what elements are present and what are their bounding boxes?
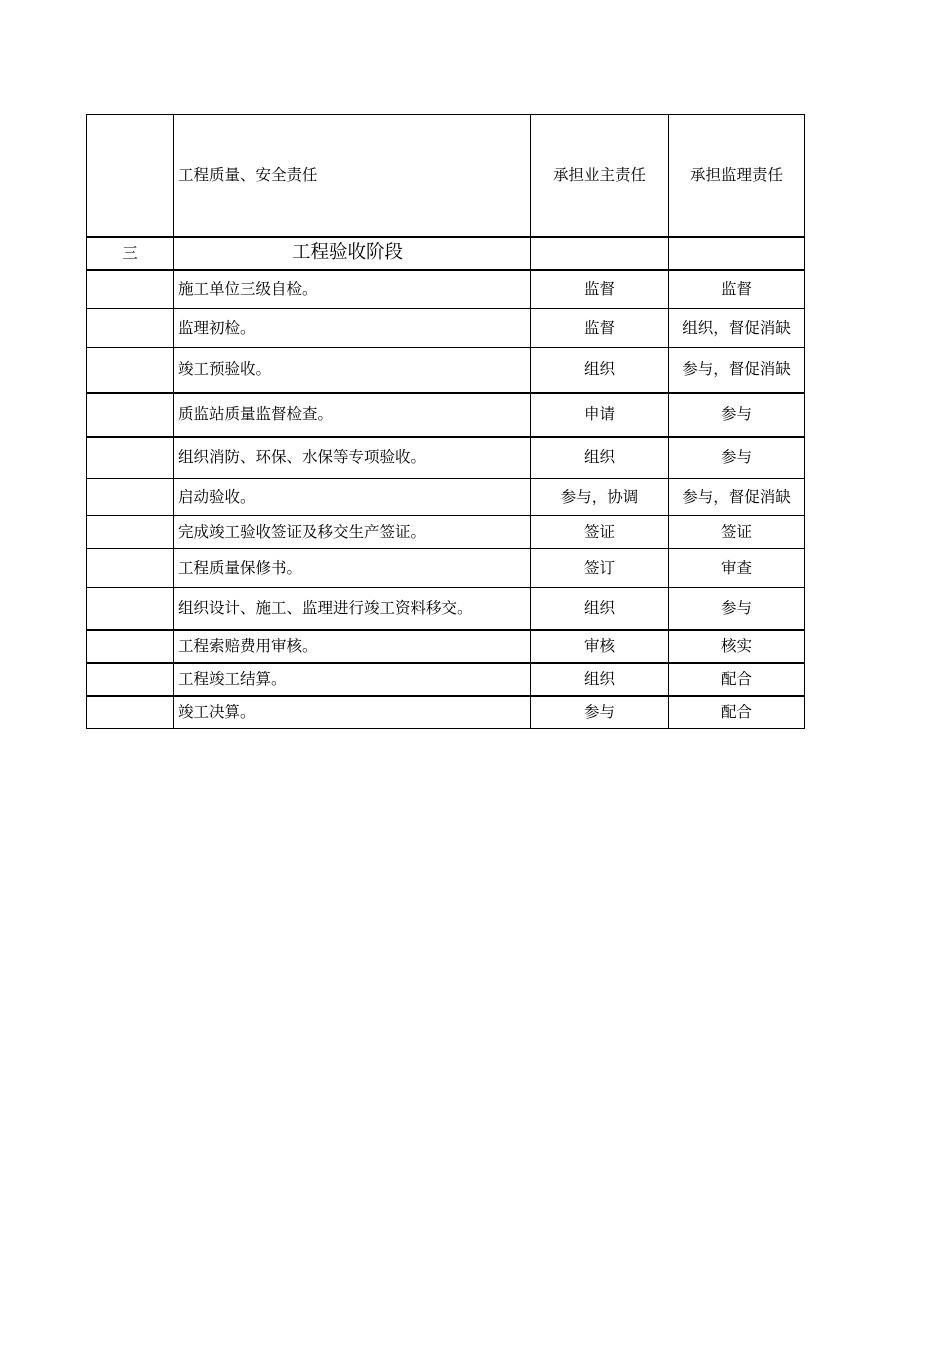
header-supervisor-cell: 承担监理责任 xyxy=(669,115,805,237)
row-number-cell xyxy=(87,696,174,729)
row-item-cell: 工程索赔费用审核。 xyxy=(174,630,531,663)
row-number-cell xyxy=(87,549,174,588)
row-supervisor-cell: 参与 xyxy=(669,393,805,437)
header-row xyxy=(87,115,805,237)
row-number-cell xyxy=(87,479,174,516)
row-owner-cell: 组织 xyxy=(531,437,669,479)
table-row xyxy=(87,270,805,309)
row-supervisor-cell: 参与 xyxy=(669,588,805,630)
row-number-cell xyxy=(87,270,174,309)
row-number-cell xyxy=(87,309,174,348)
row-number-cell xyxy=(87,437,174,479)
row-supervisor-cell: 签证 xyxy=(669,516,805,549)
row-supervisor-cell: 监督 xyxy=(669,270,805,309)
table-row xyxy=(87,663,805,696)
header-owner-cell: 承担业主责任 xyxy=(531,115,669,237)
row-item-cell: 监理初检。 xyxy=(174,309,531,348)
table-row xyxy=(87,437,805,479)
row-owner-cell: 签证 xyxy=(531,516,669,549)
stage-number: 三 xyxy=(87,237,174,270)
row-supervisor-cell: 配合 xyxy=(669,663,805,696)
row-item-cell: 工程质量保修书。 xyxy=(174,549,531,588)
row-owner-cell: 监督 xyxy=(531,270,669,309)
row-supervisor-cell: 参与，督促消缺 xyxy=(669,479,805,516)
header-number-cell xyxy=(87,115,174,237)
table-row xyxy=(87,588,805,630)
row-supervisor-cell: 参与 xyxy=(669,437,805,479)
row-item-cell: 完成竣工验收签证及移交生产签证。 xyxy=(174,516,531,549)
row-owner-cell: 组织 xyxy=(531,588,669,630)
table-row xyxy=(87,516,805,549)
row-item-cell: 组织消防、环保、水保等专项验收。 xyxy=(174,437,531,479)
row-item-cell: 启动验收。 xyxy=(174,479,531,516)
row-owner-cell: 组织 xyxy=(531,348,669,393)
table-row xyxy=(87,630,805,663)
row-number-cell xyxy=(87,588,174,630)
row-owner-cell: 参与，协调 xyxy=(531,479,669,516)
row-owner-cell: 签订 xyxy=(531,549,669,588)
table-row xyxy=(87,549,805,588)
row-item-cell: 施工单位三级自检。 xyxy=(174,270,531,309)
row-owner-cell: 申请 xyxy=(531,393,669,437)
row-item-cell: 竣工预验收。 xyxy=(174,348,531,393)
row-owner-cell: 审核 xyxy=(531,630,669,663)
table-row xyxy=(87,696,805,729)
row-owner-cell: 参与 xyxy=(531,696,669,729)
table-row xyxy=(87,479,805,516)
row-supervisor-cell: 审查 xyxy=(669,549,805,588)
stage-owner-cell xyxy=(531,237,669,270)
row-supervisor-cell: 核实 xyxy=(669,630,805,663)
stage-title: 工程验收阶段 xyxy=(174,237,531,270)
row-supervisor-cell: 配合 xyxy=(669,696,805,729)
row-number-cell xyxy=(87,348,174,393)
row-number-cell xyxy=(87,630,174,663)
row-item-cell: 质监站质量监督检查。 xyxy=(174,393,531,437)
task-rows xyxy=(87,270,805,729)
responsibility-table xyxy=(86,114,805,729)
row-item-cell: 组织设计、施工、监理进行竣工资料移交。 xyxy=(174,588,531,630)
row-number-cell xyxy=(87,393,174,437)
stage-row xyxy=(87,237,805,270)
row-owner-cell: 组织 xyxy=(531,663,669,696)
row-item-cell: 竣工决算。 xyxy=(174,696,531,729)
row-owner-cell: 监督 xyxy=(531,309,669,348)
stage-supervisor-cell xyxy=(669,237,805,270)
table-row xyxy=(87,393,805,437)
row-item-cell: 工程竣工结算。 xyxy=(174,663,531,696)
row-supervisor-cell: 参与，督促消缺 xyxy=(669,348,805,393)
table-row xyxy=(87,309,805,348)
row-number-cell xyxy=(87,663,174,696)
table-row xyxy=(87,348,805,393)
header-item-cell: 工程质量、安全责任 xyxy=(174,115,531,237)
row-supervisor-cell: 组织，督促消缺 xyxy=(669,309,805,348)
row-number-cell xyxy=(87,516,174,549)
